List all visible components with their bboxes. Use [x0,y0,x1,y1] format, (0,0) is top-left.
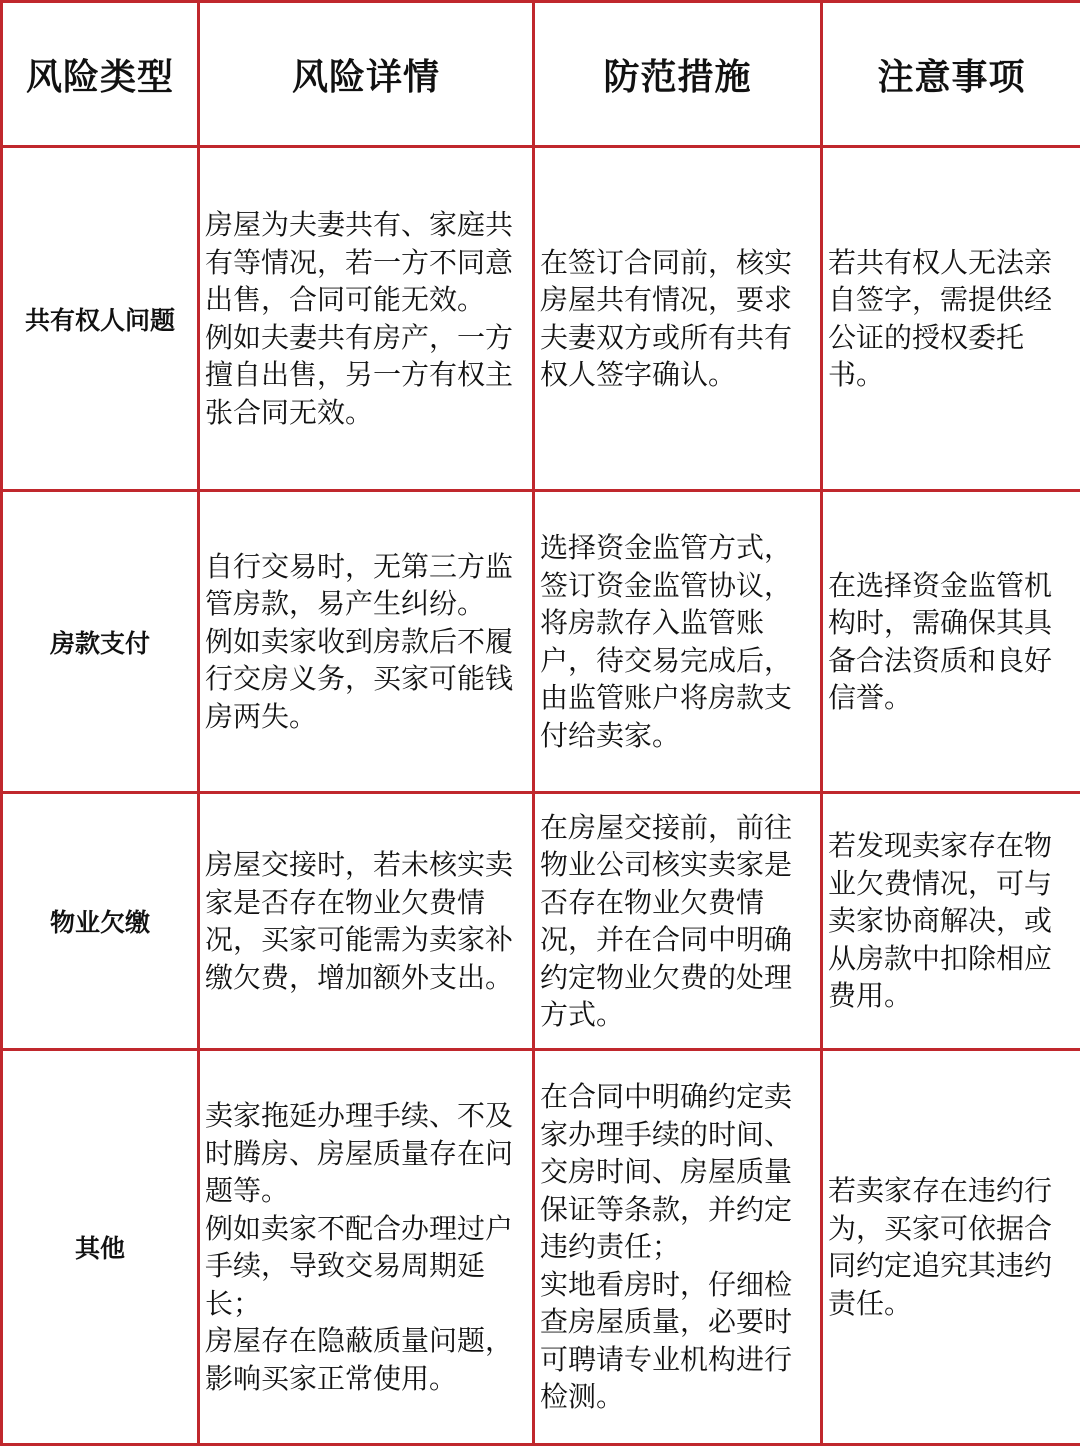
risk-type-cell: 共有权人问题 [2,147,199,491]
risk-detail-cell: 自行交易时，无第三方监管房款，易产生纠纷。 例如卖家收到房款后不履行交房义务，买家可能钱房两失。 [199,491,534,793]
risk-detail-cell: 房屋为夫妻共有、家庭共有等情况，若一方不同意出售，合同可能无效。 例如夫妻共有房产，一方擅自出售，另一方有权主张合同无效。 [199,147,534,491]
prevention-cell: 选择资金监管方式，签订资金监管协议，将房款存入监管账户，待交易完成后，由监管账户将房款支付给卖家。 [534,491,822,793]
prevention-cell: 在签订合同前，核实房屋共有情况，要求夫妻双方或所有共有权人签字确认。 [534,147,822,491]
risk-type-cell: 房款支付 [2,491,199,793]
risk-detail-cell: 房屋交接时，若未核实卖家是否存在物业欠费情况，买家可能需为卖家补缴欠费，增加额外支出。 [199,793,534,1050]
table-row [2,147,1080,491]
table-row [2,491,1080,793]
prevention-cell: 在房屋交接前，前往物业公司核实卖家是否存在物业欠费情况，并在合同中明确约定物业欠费的处理方式。 [534,793,822,1050]
header-row [2,2,1080,147]
table-row [2,793,1080,1050]
risk-detail-cell: 卖家拖延办理手续、不及时腾房、房屋质量存在问题等。 例如卖家不配合办理过户手续，导致交易周期延长； 房屋存在隐蔽质量问题，影响买家正常使用。 [199,1050,534,1445]
header-risk-detail: 风险详情 [199,2,534,147]
notes-cell: 若卖家存在违约行为，买家可依据合同约定追究其违约责任。 [822,1050,1080,1445]
risk-type-cell: 物业欠缴 [2,793,199,1050]
prevention-cell: 在合同中明确约定卖家办理手续的时间、交房时间、房屋质量保证等条款，并约定违约责任； 实地看房时，仔细检查房屋质量，必要时可聘请专业机构进行检测。 [534,1050,822,1445]
risk-type-cell: 其他 [2,1050,199,1445]
header-notes: 注意事项 [822,2,1080,147]
notes-cell: 在选择资金监管机构时，需确保其具备合法资质和良好信誉。 [822,491,1080,793]
notes-cell: 若共有权人无法亲自签字，需提供经公证的授权委托书。 [822,147,1080,491]
table-row [2,1050,1080,1445]
notes-cell: 若发现卖家存在物业欠费情况，可与卖家协商解决，或从房款中扣除相应费用。 [822,793,1080,1050]
header-risk-type: 风险类型 [2,2,199,147]
header-prevention: 防范措施 [534,2,822,147]
